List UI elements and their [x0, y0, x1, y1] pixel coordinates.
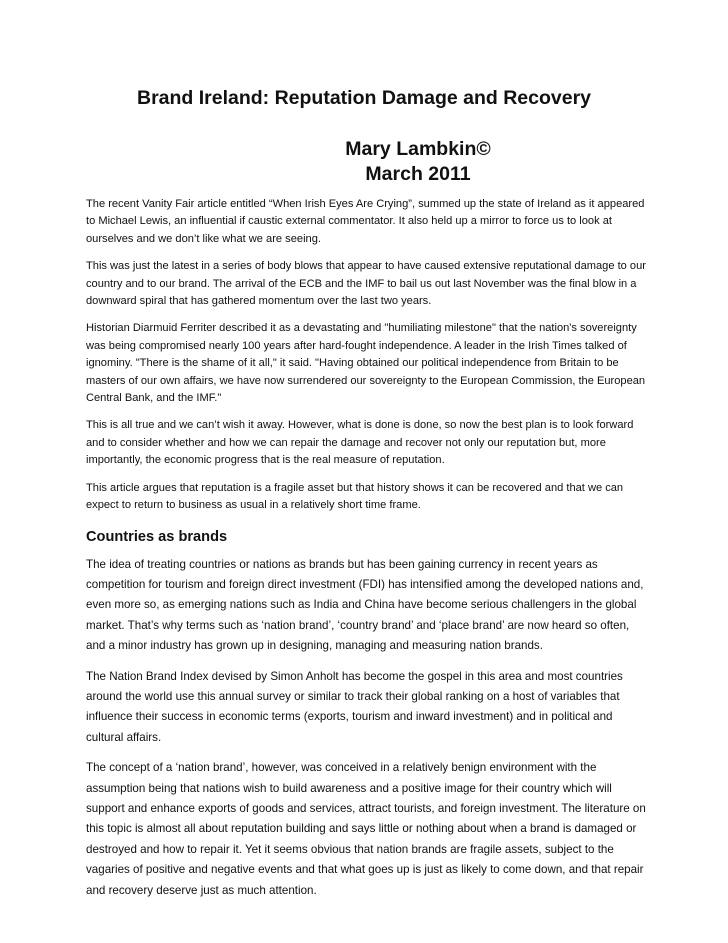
- document-title: Brand Ireland: Reputation Damage and Recovery: [136, 87, 592, 109]
- paragraph-ferriter: Historian Diarmuid Ferriter described it as a devastating and "humiliating milestone" that the nation's sovereignty was being compromised nearly 100 years after hard-fought independence. A leader in the Irish Times talked of ignominy. "There is the shame of it all," it said. "Having obtained our political independence from Britain to be masters of our own affairs, we have now surrendered our sovereignty to the European Commission, the European Central Bank, and the IMF.": [86, 322, 646, 405]
- paragraph-nation-brand-index: The Nation Brand Index devised by Simon Anholt has become the gospel in this area and most countries around the world use this annual survey or similar to track their global ranking on a host of variables that influence their success in economic terms (exports, tourism and inward investment) and in political and cultural affairs.: [86, 669, 623, 744]
- paragraph-look-forward: This is all true and we can’t wish it away. However, what is done is done, so now the best plan is to look forward and to consider whether and how we can repair the damage and recover not only our reputation but, more importantly, the economic progress that is the real measure of reputation.: [86, 419, 634, 467]
- paragraph-body-blows: This was just the latest in a series of body blows that appear to have caused extensive reputational damage to our country and to our brand. The arrival of the ECB and the IMF to bail us out last November was the final blow in a downward spiral that has gathered momentum over the last two years.: [86, 260, 646, 308]
- section-heading: Countries as brands: [86, 528, 228, 545]
- paragraph-nation-brands: The idea of treating countries or nations as brands but has been gaining currency in recent years as competition for tourism and foreign direct investment (FDI) has intensified among the developed nations and, even more so, as emerging nations such as India and China have become serious challengers in the global market. That’s why terms such as ‘nation brand’, ‘country brand’ and ‘place brand’ are now heard so often, and a minor industry has grown up in designing, managing and measuring nation brands.: [86, 557, 644, 653]
- paragraph-vanity-fair: The recent Vanity Fair article entitled “When Irish Eyes Are Crying”, summed up the state of Ireland as it appeared to Michael Lewis, an influential if caustic external commentator. It also held up a mirror to force us to look at ourselves and we don’t like what we are seeing.: [86, 198, 645, 245]
- author-name: Mary Lambkin©: [345, 138, 491, 160]
- paragraph-argument: This article argues that reputation is a fragile asset but that history shows it can be recovered and that we can expect to return to business as usual in a relatively short time frame.: [86, 481, 624, 512]
- paragraph-concept: The concept of a ‘nation brand’, however, was conceived in a relatively benign environment with the assumption being that nations wish to build awareness and a positive image for their country which will support and enhance exports of goods and services, attract tourists, and foreign investment. The literature on this topic is almost all about reputation building and says little or nothing about when a brand is damaged or destroyed and how to repair it. Yet it seems obvious that nation brands are fragile assets, subject to the vagaries of positive and negative events and that what goes up is just as likely to come down, and that repair and recovery deserve just as much attention.: [86, 761, 646, 897]
- article-body: [86, 196, 646, 911]
- byline: [86, 137, 642, 187]
- publication-date: March 2011: [365, 163, 471, 185]
